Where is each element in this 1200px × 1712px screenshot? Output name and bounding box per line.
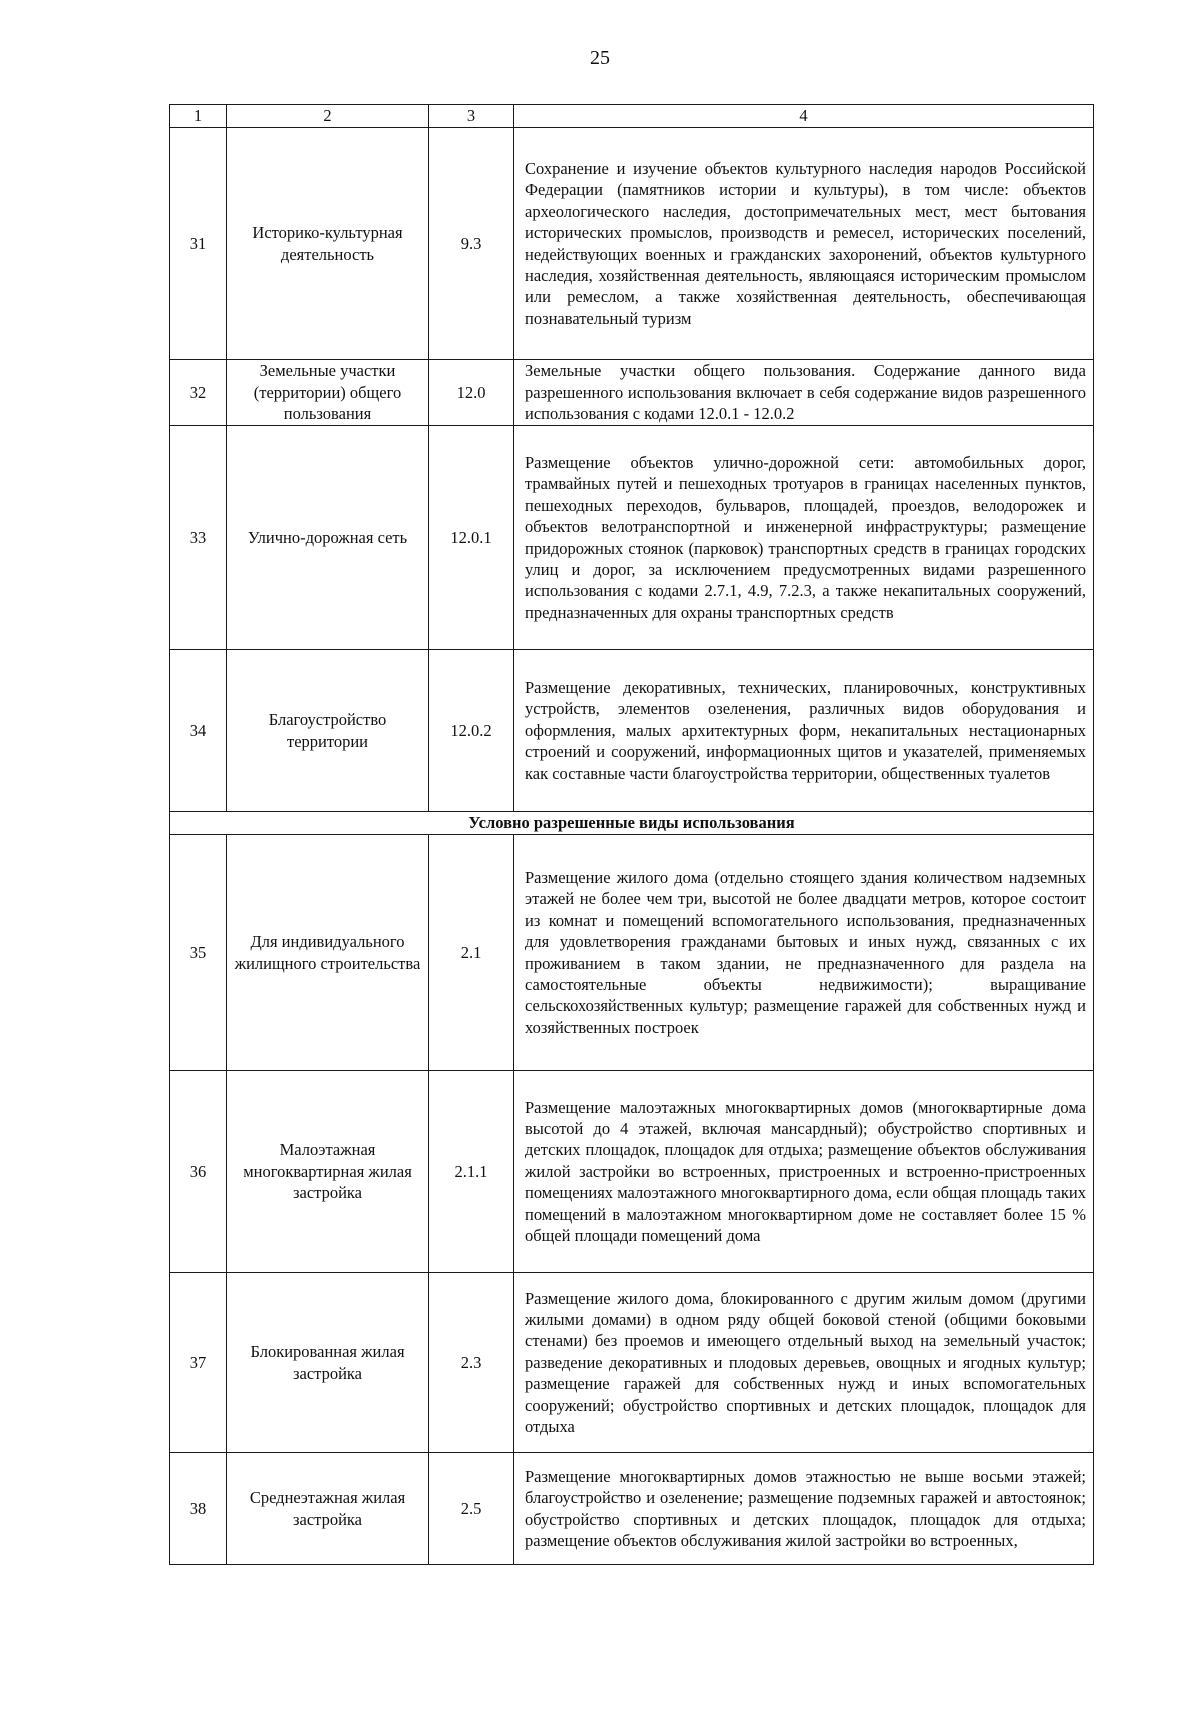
table-row [170,835,1094,1071]
row-number: 33 [170,426,227,650]
table-row [170,650,1094,812]
use-type-name: Благоустройство территории [227,650,429,812]
section-header-row [170,812,1094,835]
header-col-1: 1 [170,105,227,128]
row-number: 32 [170,360,227,426]
table-row [170,1453,1094,1565]
use-type-name: Для индивидуального жилищного строительства [227,835,429,1071]
page-number: 25 [590,47,610,69]
use-type-description: Размещение жилого дома (отдельно стоящего здания количеством надземных этажей не более чем три, высотой не более двадцати метров, которое состоит из комнат и помещений вспомогательного использования, предназначенных для удовлетворения гражданами бытовых и иных нужд, связанных с их проживанием в таком здании, не предназначенного для раздела на самостоятельные объекты недвижимости); выращивание сельскохозяйственных культур; размещение гаражей для собственных нужд и хозяйственных построек [514,835,1094,1071]
use-type-code: 9.3 [429,128,514,360]
use-type-code: 12.0.2 [429,650,514,812]
use-type-code: 2.1.1 [429,1071,514,1273]
row-number: 37 [170,1273,227,1453]
use-type-code: 2.5 [429,1453,514,1565]
use-type-name: Блокированная жилая застройка [227,1273,429,1453]
use-type-name: Земельные участки (территории) общего пользования [227,360,429,426]
table-row [170,1071,1094,1273]
use-type-description: Размещение многоквартирных домов этажностью не выше восьми этажей; благоустройство и озеленение; размещение подземных гаражей и автостоянок; обустройство спортивных и детских площадок, площадок для отдыха; размещение объектов обслуживания жилой застройки во встроенных, [514,1453,1094,1565]
use-type-name: Улично-дорожная сеть [227,426,429,650]
header-col-2: 2 [227,105,429,128]
table-row [170,360,1094,426]
use-type-code: 2.3 [429,1273,514,1453]
table-row [170,1273,1094,1453]
table-header-row [170,105,1094,128]
row-number: 38 [170,1453,227,1565]
row-number: 35 [170,835,227,1071]
row-number: 34 [170,650,227,812]
use-type-name: Малоэтажная многоквартирная жилая застройка [227,1071,429,1273]
use-type-description: Земельные участки общего пользования. Содержание данного вида разрешенного использования включает в себя содержание видов разрешенного использования с кодами 12.0.1 - 12.0.2 [514,360,1094,426]
use-type-code: 2.1 [429,835,514,1071]
table-row [170,128,1094,360]
use-type-description: Размещение жилого дома, блокированного с другим жилым домом (другими жилыми домами) в одном ряду общей боковой стеной (общими боковыми стенами) без проемов и имеющего отдельный выход на земельный участок; разведение декоративных и плодовых деревьев, овощных и ягодных культур; размещение гаражей для собственных нужд и иных вспомогательных сооружений; обустройство спортивных и детских площадок, площадок для отдыха [514,1273,1094,1453]
use-type-name: Среднеэтажная жилая застройка [227,1453,429,1565]
row-number: 36 [170,1071,227,1273]
use-type-code: 12.0.1 [429,426,514,650]
use-type-code: 12.0 [429,360,514,426]
land-use-table [169,104,1094,1565]
use-type-description: Размещение малоэтажных многоквартирных домов (многоквартирные дома высотой до 4 этажей, включая мансардный); обустройство спортивных и детских площадок, площадок для отдыха; размещение объектов обслуживания жилой застройки во встроенных, пристроенных и встроенно-пристроенных помещениях малоэтажного многоквартирного дома, если общая площадь таких помещений в малоэтажном многоквартирном доме не составляет более 15 % общей площади помещений дома [514,1071,1094,1273]
table-row [170,426,1094,650]
use-type-description: Размещение декоративных, технических, планировочных, конструктивных устройств, элементов озеленения, различных видов оборудования и оформления, малых архитектурных форм, некапитальных нестационарных строений и сооружений, информационных щитов и указателей, применяемых как составные части благоустройства территории, общественных туалетов [514,650,1094,812]
row-number: 31 [170,128,227,360]
use-type-description: Сохранение и изучение объектов культурного наследия народов Российской Федерации (памятников истории и культуры), в том числе: объектов археологического наследия, достопримечательных мест, мест бытования исторических промыслов, производств и ремесел, исторических поселений, недействующих военных и гражданских захоронений, объектов культурного наследия, хозяйственная деятельность, являющаяся историческим промыслом или ремеслом, а также хозяйственная деятельность, обеспечивающая познавательный туризм [514,128,1094,360]
use-type-name: Историко-культурная деятельность [227,128,429,360]
use-type-description: Размещение объектов улично-дорожной сети: автомобильных дорог, трамвайных путей и пешеходных тротуаров в границах населенных пунктов, пешеходных переходов, бульваров, площадей, проездов, велодорожек и объектов велотранспортной и инженерной инфраструктуры; размещение придорожных стоянок (парковок) транспортных средств в границах городских улиц и дорог, за исключением предусмотренных видами разрешенного использования с кодами 2.7.1, 4.9, 7.2.3, а также некапитальных сооружений, предназначенных для охраны транспортных средств [514,426,1094,650]
header-col-3: 3 [429,105,514,128]
header-col-4: 4 [514,105,1094,128]
section-title: Условно разрешенные виды использования [170,812,1094,835]
